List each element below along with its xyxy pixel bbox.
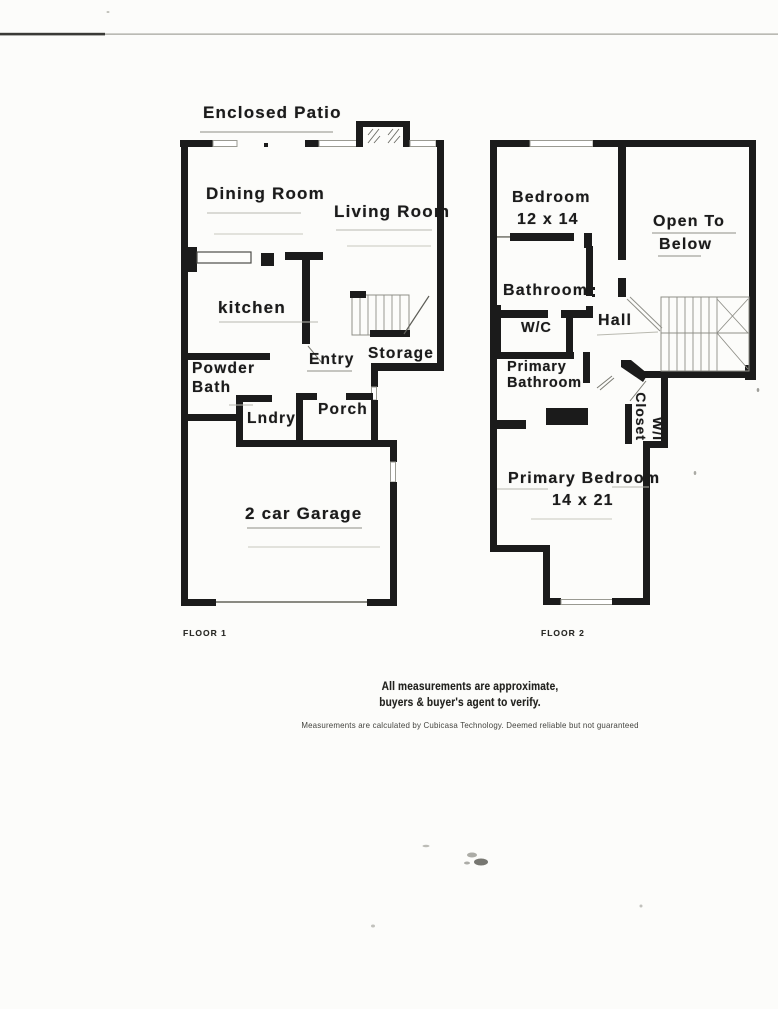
floor2-tag: FLOOR 2: [541, 628, 585, 638]
fine-print: Measurements are calculated by Cubicasa Technology. Deemed reliable but not guaranteed: [301, 720, 639, 730]
room-label-storage: Storage: [368, 345, 435, 362]
garage-door-line: [216, 601, 367, 603]
disclaimer-line-1: All measurements are approximate,: [381, 681, 559, 693]
window: [391, 462, 396, 482]
room-label-bedroom: Bedroom: [512, 189, 591, 206]
room-label-primary-bedroom: Primary Bedroom: [508, 470, 661, 487]
room-label-kitchen: kitchen: [218, 298, 286, 317]
fireplace-hatch: [368, 129, 400, 143]
room-label-primary-bathroom-1: Primary: [507, 359, 567, 375]
room-label-wi-closet: [632, 375, 666, 441]
room-label-bath: Bath: [192, 379, 232, 396]
room-label-hall: Hall: [598, 312, 633, 329]
room-label-laundry: Lndry: [247, 410, 297, 427]
room-label-primary-bathroom-2: Bathroom: [507, 375, 582, 391]
door-swing: [597, 376, 614, 390]
floor1-tag: FLOOR 1: [183, 628, 227, 638]
disclaimer-line-2: buyers & buyer's agent to verify.: [379, 697, 541, 709]
room-label-living-room: Living Room: [334, 202, 451, 221]
room-label-primary-bedroom-size: 14 x 21: [552, 492, 614, 509]
room-label-wc: W/C: [521, 320, 552, 336]
room-label-bedroom-size: 12 x 14: [517, 211, 579, 228]
room-label-open-to: Open To: [653, 213, 726, 230]
window: [319, 141, 358, 147]
door-swing: [627, 297, 662, 331]
room-label-dining-room: Dining Room: [206, 184, 325, 203]
window: [213, 141, 237, 147]
room-label-below: Below: [659, 236, 713, 253]
window: [410, 141, 436, 147]
window: [530, 141, 593, 147]
scan-artifacts: [0, 11, 778, 928]
room-label-garage: 2 car Garage: [245, 504, 363, 523]
room-label-porch: Porch: [318, 401, 368, 418]
room-label-entry: Entry: [309, 351, 355, 368]
kitchen-counter: [197, 252, 251, 263]
floor1-stairs: [350, 291, 429, 337]
wi-line: W/I: [650, 417, 666, 441]
room-label-bathroom: Bathroom: [503, 282, 589, 299]
window: [561, 600, 614, 605]
room-label-powder: Powder: [192, 360, 256, 377]
closet-line: Closet: [633, 392, 649, 441]
floor2-stairs: [661, 297, 749, 371]
room-label-enclosed-patio: Enclosed Patio: [203, 103, 342, 122]
